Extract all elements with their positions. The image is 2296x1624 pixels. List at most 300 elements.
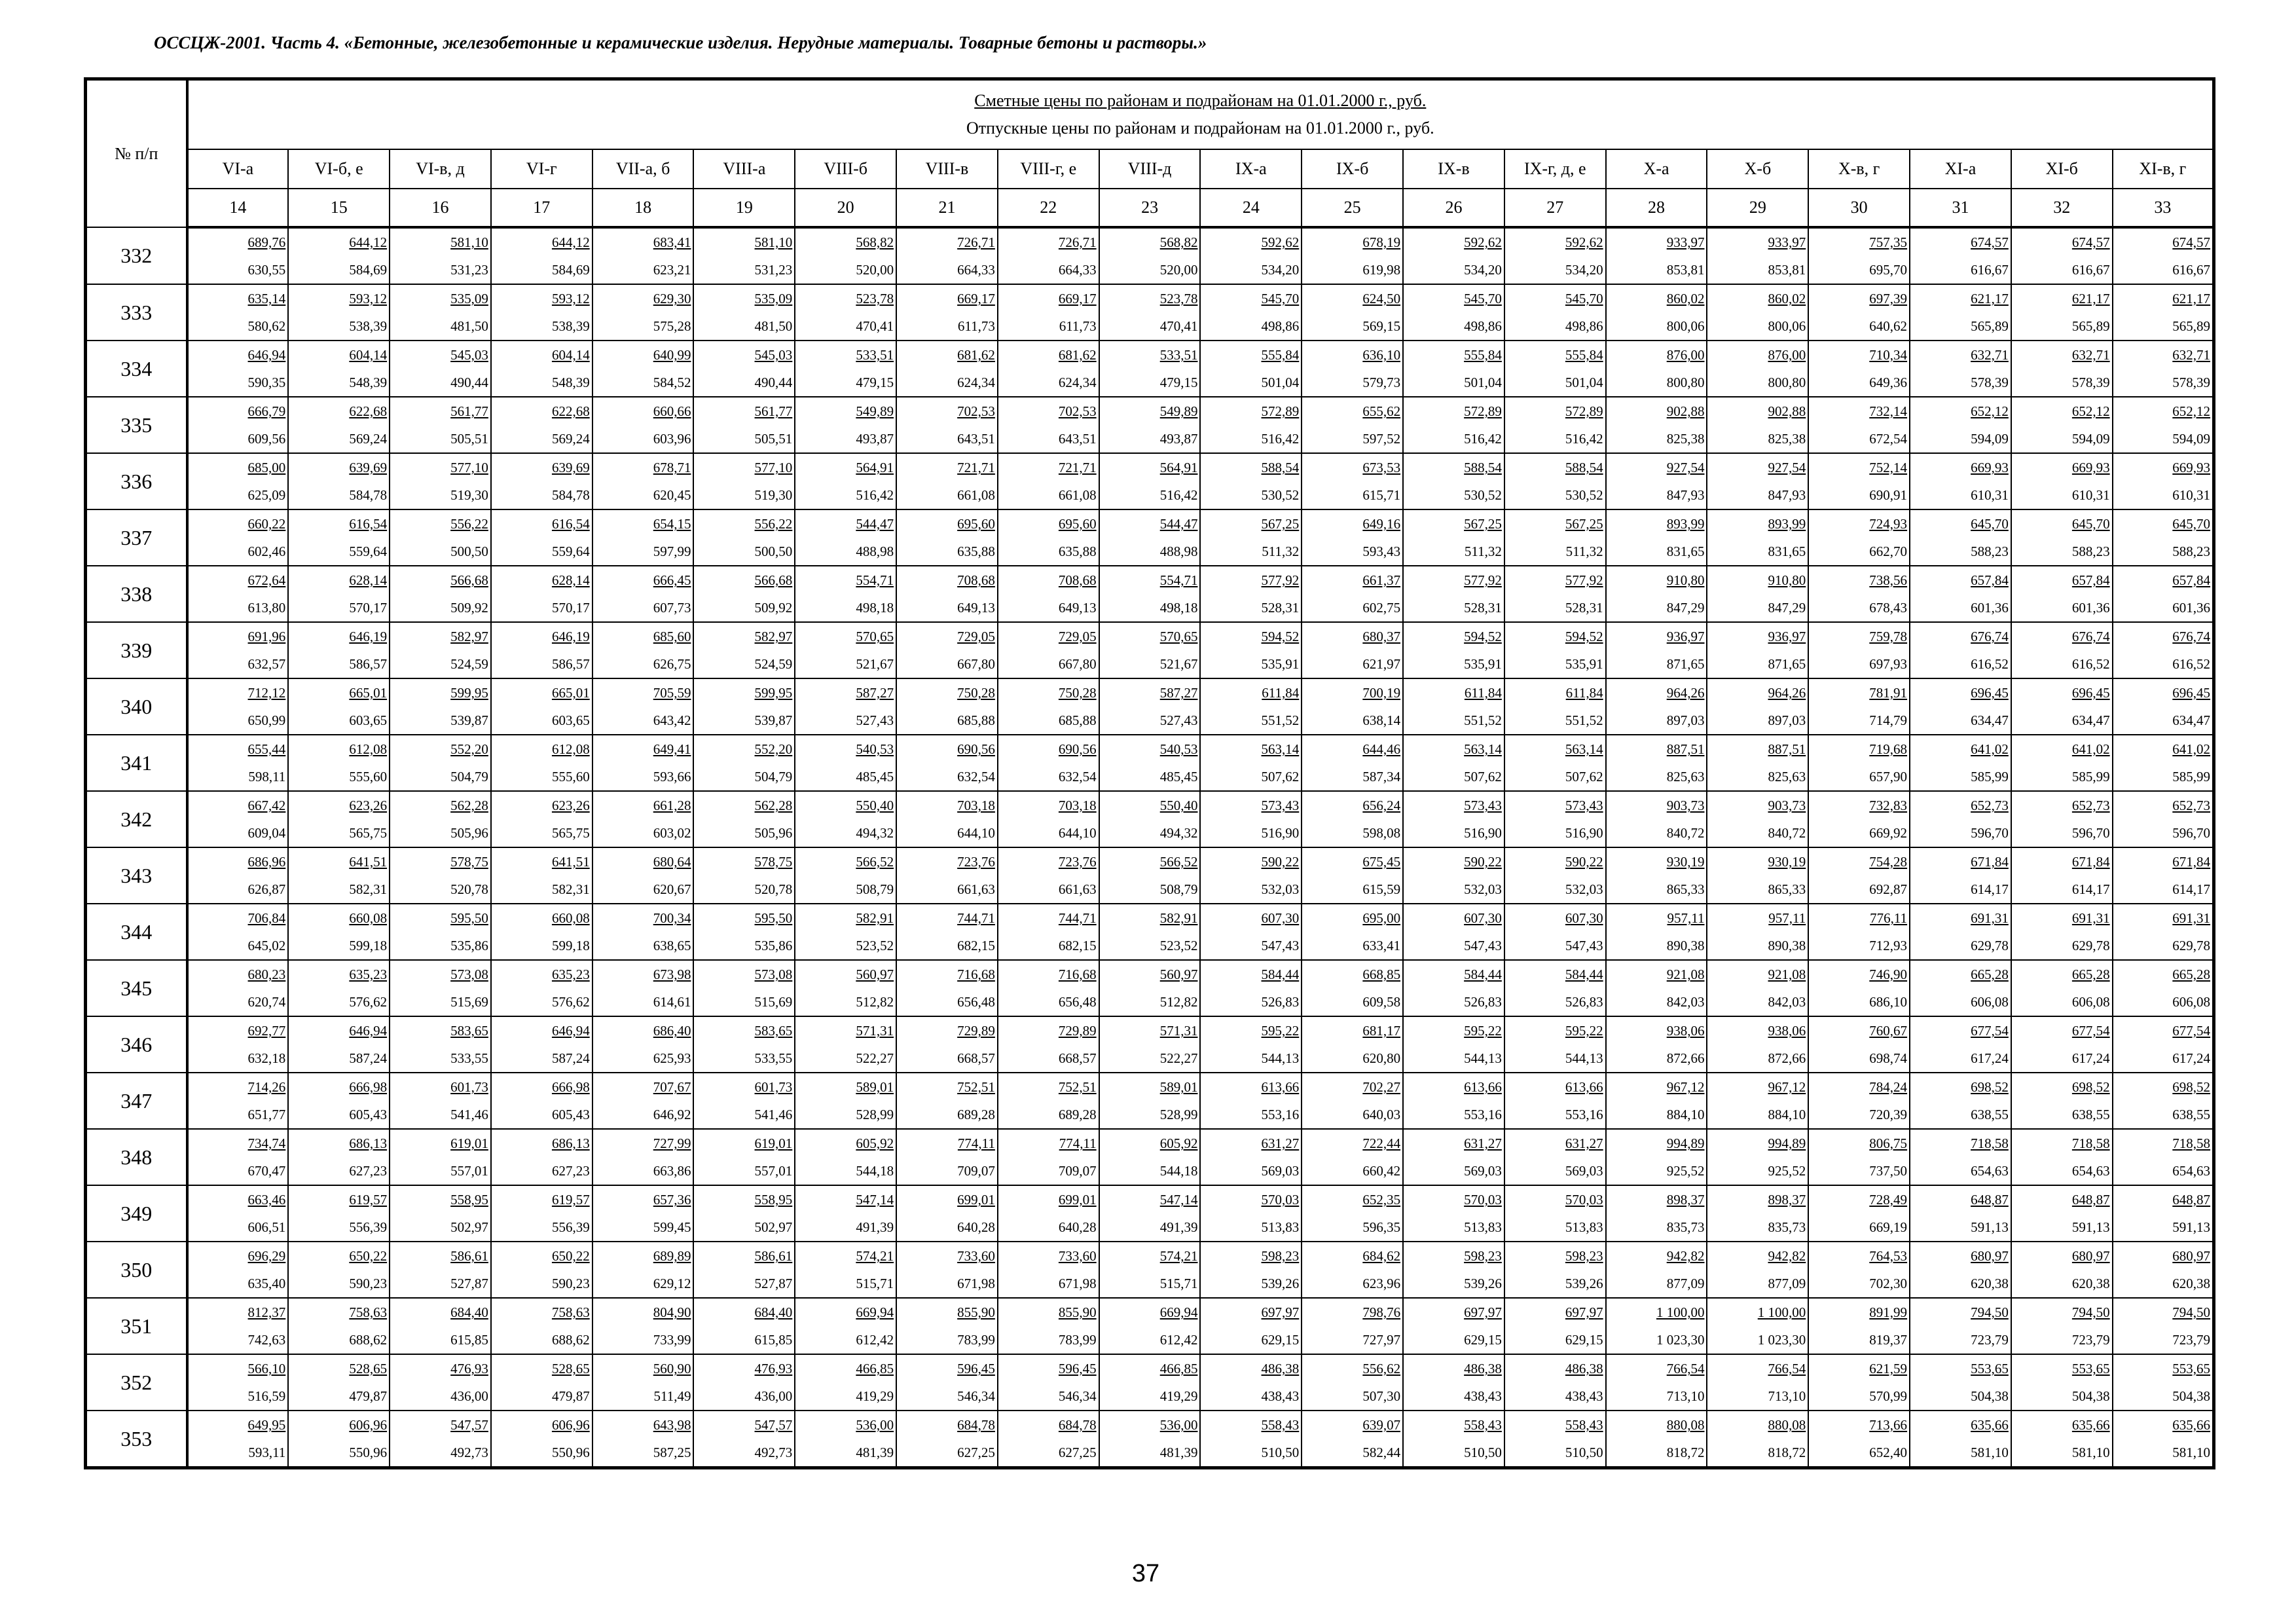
estimated-price: 577,10: [754, 460, 793, 475]
estimated-price: 646,94: [247, 347, 286, 363]
price-cell: [795, 1073, 896, 1129]
release-price: 500,50: [754, 544, 793, 559]
release-price: 502,97: [754, 1219, 793, 1235]
price-cell: [1808, 1354, 1910, 1411]
price-cell: [896, 566, 998, 622]
release-price: 884,10: [1768, 1107, 1806, 1122]
release-price: 546,34: [1058, 1388, 1097, 1404]
price-cell: [1606, 960, 1707, 1016]
price-cell: [896, 1129, 998, 1185]
release-price: 575,28: [653, 318, 691, 334]
price-cell: [1302, 1298, 1403, 1354]
price-cell: [795, 1242, 896, 1298]
price-cell: [491, 1129, 592, 1185]
price-cell: [1707, 1073, 1808, 1129]
page-number: 37: [1131, 1560, 1160, 1587]
table-row: [86, 1016, 2214, 1073]
row-number: 346: [86, 1016, 187, 1073]
estimated-price: 556,22: [754, 516, 793, 532]
release-price: 593,66: [653, 769, 691, 784]
estimated-price: 938,06: [1768, 1023, 1806, 1039]
price-cell: [390, 1242, 491, 1298]
release-price: 528,99: [1159, 1107, 1198, 1122]
release-price: 436,00: [754, 1388, 793, 1404]
release-price: 535,91: [1565, 656, 1603, 672]
release-price: 528,99: [856, 1107, 894, 1122]
release-price: 557,01: [450, 1163, 488, 1179]
release-price: 629,15: [1565, 1332, 1603, 1348]
release-price: 504,38: [2071, 1388, 2110, 1404]
release-price: 661,08: [957, 487, 995, 503]
release-price: 516,42: [1565, 431, 1603, 447]
estimated-price: 552,20: [450, 741, 488, 757]
estimated-price: 631,27: [1261, 1135, 1300, 1151]
column-number: 17: [491, 189, 592, 227]
release-price: 527,87: [450, 1276, 488, 1291]
price-cell: [1910, 1354, 2011, 1411]
estimated-price: 902,88: [1666, 403, 1705, 419]
estimated-price: 933,97: [1666, 234, 1705, 250]
estimated-price: 567,25: [1464, 516, 1502, 532]
estimated-price: 595,50: [754, 910, 793, 926]
price-cell: [187, 509, 289, 566]
estimated-price: 684,78: [957, 1417, 995, 1433]
estimated-price: 636,10: [1362, 347, 1401, 363]
estimated-price: 587,27: [1159, 685, 1198, 701]
price-cell: [998, 1298, 1099, 1354]
estimated-price: 550,40: [856, 798, 894, 813]
price-cell: [1302, 847, 1403, 904]
release-price: 835,73: [1768, 1219, 1806, 1235]
price-cell: [1099, 678, 1201, 735]
estimated-price: 708,68: [1058, 572, 1097, 588]
price-cell: [1302, 227, 1403, 284]
estimated-price: 684,40: [450, 1304, 488, 1320]
release-price: 709,07: [957, 1163, 995, 1179]
estimated-price: 619,01: [450, 1135, 488, 1151]
price-cell: [187, 1411, 289, 1468]
estimated-price: 690,56: [1058, 741, 1097, 757]
release-price: 737,50: [1869, 1163, 1908, 1179]
release-price: 656,48: [957, 994, 995, 1010]
release-price: 559,64: [551, 544, 590, 559]
table-row: [86, 678, 2214, 735]
estimated-price: 652,12: [1971, 403, 2009, 419]
price-cell: [2011, 1016, 2113, 1073]
release-price: 555,60: [551, 769, 590, 784]
price-cell: [187, 1129, 289, 1185]
estimated-price: 605,92: [856, 1135, 894, 1151]
estimated-price: 554,71: [856, 572, 894, 588]
estimated-price: 571,31: [856, 1023, 894, 1039]
price-cell: [2011, 1242, 2113, 1298]
estimated-price: 706,84: [247, 910, 286, 926]
estimated-price: 680,97: [1971, 1248, 2009, 1264]
price-cell: [1200, 1411, 1302, 1468]
estimated-price: 567,25: [1261, 516, 1300, 532]
price-cell: [288, 847, 390, 904]
release-price: 470,41: [856, 318, 894, 334]
release-price: 698,74: [1869, 1050, 1908, 1066]
estimated-price: 893,99: [1768, 516, 1806, 532]
estimated-price: 595,50: [450, 910, 488, 926]
price-cell: [2011, 509, 2113, 566]
estimated-price: 967,12: [1666, 1079, 1705, 1095]
price-cell: [1302, 960, 1403, 1016]
release-price: 516,42: [1261, 431, 1300, 447]
release-price: 629,15: [1464, 1332, 1502, 1348]
price-cell: [795, 1411, 896, 1468]
estimated-price: 750,28: [957, 685, 995, 701]
release-price: 620,80: [1362, 1050, 1401, 1066]
release-price: 602,46: [247, 544, 286, 559]
price-cell: [592, 847, 694, 904]
price-cell: [390, 284, 491, 341]
estimated-price: 566,68: [754, 572, 793, 588]
release-price: 588,23: [2172, 544, 2211, 559]
price-cell: [1099, 1185, 1201, 1242]
estimated-price: 549,89: [1159, 403, 1198, 419]
estimated-price: 684,78: [1058, 1417, 1097, 1433]
release-price: 522,27: [1159, 1050, 1198, 1066]
estimated-price: 621,17: [2071, 291, 2110, 306]
release-price: 800,06: [1666, 318, 1705, 334]
estimated-price: 692,77: [247, 1023, 286, 1039]
release-price: 509,92: [754, 600, 793, 616]
estimated-price: 671,84: [2172, 854, 2211, 870]
release-price: 578,39: [2071, 375, 2110, 390]
release-price: 598,11: [248, 769, 286, 784]
price-cell: [2011, 453, 2113, 509]
release-price: 614,17: [2071, 881, 2110, 897]
release-price: 723,79: [2172, 1332, 2211, 1348]
release-price: 544,13: [1261, 1050, 1300, 1066]
release-price: 485,45: [1159, 769, 1198, 784]
price-cell: [187, 1016, 289, 1073]
estimated-price: 663,46: [247, 1192, 286, 1208]
estimated-price: 613,66: [1565, 1079, 1603, 1095]
price-cell: [1606, 341, 1707, 397]
estimated-price: 668,85: [1362, 967, 1401, 982]
release-price: 643,42: [653, 712, 691, 728]
release-price: 533,55: [754, 1050, 793, 1066]
release-price: 494,32: [856, 825, 894, 841]
release-price: 586,57: [551, 656, 590, 672]
release-price: 436,00: [450, 1388, 488, 1404]
price-cell: [1808, 566, 1910, 622]
release-price: 633,41: [1362, 938, 1401, 953]
release-price: 847,93: [1666, 487, 1705, 503]
estimated-price: 595,22: [1565, 1023, 1603, 1039]
release-price: 847,29: [1768, 600, 1806, 616]
price-cell: [1707, 453, 1808, 509]
price-cell: [1504, 1354, 1606, 1411]
price-cell: [998, 847, 1099, 904]
release-price: 587,24: [349, 1050, 388, 1066]
release-price: 640,28: [957, 1219, 995, 1235]
release-price: 521,67: [1159, 656, 1198, 672]
estimated-price: 635,23: [349, 967, 388, 982]
release-price: 547,43: [1565, 938, 1603, 953]
row-number: 336: [86, 453, 187, 509]
estimated-price: 648,87: [2172, 1192, 2211, 1208]
estimated-price: 593,12: [551, 291, 590, 306]
release-price: 576,62: [551, 994, 590, 1010]
estimated-price: 716,68: [1058, 967, 1097, 982]
estimated-price: 652,73: [2071, 798, 2110, 813]
price-cell: [187, 1354, 289, 1411]
table-row: [86, 453, 2214, 509]
release-price: 531,23: [450, 262, 488, 278]
release-price: 635,88: [957, 544, 995, 559]
estimated-price: 654,15: [653, 516, 691, 532]
estimated-price: 547,14: [856, 1192, 894, 1208]
price-cell: [592, 1411, 694, 1468]
estimated-price: 596,45: [1058, 1361, 1097, 1376]
estimated-price: 646,94: [349, 1023, 388, 1039]
release-price: 610,31: [2172, 487, 2211, 503]
estimated-price: 674,57: [1971, 234, 2009, 250]
estimated-price: 669,94: [856, 1304, 894, 1320]
price-cell: [288, 1129, 390, 1185]
release-price: 650,99: [247, 712, 286, 728]
column-number: 23: [1099, 189, 1201, 227]
estimated-price: 744,71: [957, 910, 995, 926]
price-cell: [693, 1354, 795, 1411]
price-cell: [288, 1242, 390, 1298]
release-price: 640,28: [1058, 1219, 1097, 1235]
estimated-price: 652,12: [2172, 403, 2211, 419]
release-price: 570,99: [1869, 1388, 1908, 1404]
price-cell: [1200, 566, 1302, 622]
price-cell: [1707, 566, 1808, 622]
estimated-price: 639,07: [1362, 1417, 1401, 1433]
estimated-price: 533,51: [1159, 347, 1198, 363]
estimated-price: 784,24: [1869, 1079, 1908, 1095]
release-price: 513,83: [1261, 1219, 1300, 1235]
price-cell: [1504, 1129, 1606, 1185]
estimated-price: 560,90: [653, 1361, 691, 1376]
estimated-price: 584,44: [1565, 967, 1603, 982]
release-price: 547,43: [1464, 938, 1502, 953]
release-price: 610,31: [2071, 487, 2110, 503]
estimated-price: 729,89: [1058, 1023, 1097, 1039]
estimated-price: 540,53: [1159, 741, 1198, 757]
estimated-price: 645,70: [2071, 516, 2110, 532]
estimated-price: 994,89: [1666, 1135, 1705, 1151]
estimated-price: 632,71: [2071, 347, 2110, 363]
price-cell: [693, 566, 795, 622]
release-price: 586,57: [349, 656, 388, 672]
release-price: 742,63: [247, 1332, 286, 1348]
release-price: 632,54: [1058, 769, 1097, 784]
price-cell: [896, 1411, 998, 1468]
price-cell: [592, 678, 694, 735]
release-price: 617,24: [1971, 1050, 2009, 1066]
release-price: 624,34: [1058, 375, 1097, 390]
region-header: IX-а: [1200, 149, 1302, 189]
price-cell: [491, 1073, 592, 1129]
estimated-price: 876,00: [1666, 347, 1705, 363]
estimated-price: 553,65: [2071, 1361, 2110, 1376]
price-cell: [2011, 847, 2113, 904]
estimated-price: 794,50: [2071, 1304, 2110, 1320]
estimated-price: 942,82: [1666, 1248, 1705, 1264]
column-number: 19: [693, 189, 795, 227]
estimated-price: 759,78: [1869, 629, 1908, 644]
estimated-price: 581,10: [754, 234, 793, 250]
release-price: 492,73: [754, 1445, 793, 1460]
region-header: IX-в: [1403, 149, 1504, 189]
estimated-price: 570,03: [1565, 1192, 1603, 1208]
price-cell: [390, 735, 491, 791]
price-cell: [795, 847, 896, 904]
price-cell: [187, 847, 289, 904]
estimated-price: 607,30: [1565, 910, 1603, 926]
estimated-price: 632,71: [1971, 347, 2009, 363]
price-cell: [1200, 1016, 1302, 1073]
estimated-price: 570,03: [1464, 1192, 1502, 1208]
release-price: 515,71: [856, 1276, 894, 1291]
release-price: 897,03: [1666, 712, 1705, 728]
price-cell: [1099, 1411, 1201, 1468]
price-cell: [2113, 1298, 2214, 1354]
price-cell: [896, 1298, 998, 1354]
release-price: 504,79: [754, 769, 793, 784]
price-cell: [1707, 622, 1808, 678]
estimated-price: 590,22: [1261, 854, 1300, 870]
estimated-price: 712,12: [247, 685, 286, 701]
estimated-price: 702,27: [1362, 1079, 1401, 1095]
release-price: 553,16: [1464, 1107, 1502, 1122]
estimated-price: 732,83: [1869, 798, 1908, 813]
price-cell: [1403, 791, 1504, 847]
price-cell: [1403, 1354, 1504, 1411]
release-price: 570,17: [551, 600, 590, 616]
price-cell: [390, 1129, 491, 1185]
release-price: 493,87: [856, 431, 894, 447]
estimated-price: 563,14: [1464, 741, 1502, 757]
price-cell: [1200, 960, 1302, 1016]
release-price: 606,51: [247, 1219, 286, 1235]
price-cell: [1808, 227, 1910, 284]
estimated-price: 639,69: [349, 460, 388, 475]
region-header: X-б: [1707, 149, 1808, 189]
release-price: 511,32: [1464, 544, 1502, 559]
price-cell: [998, 397, 1099, 453]
price-cell: [592, 566, 694, 622]
release-price: 819,37: [1869, 1332, 1908, 1348]
estimated-price: 689,76: [247, 234, 286, 250]
price-cell: [1504, 227, 1606, 284]
estimated-price: 727,99: [653, 1135, 691, 1151]
estimated-price: 650,22: [551, 1248, 590, 1264]
estimated-price: 644,46: [1362, 741, 1401, 757]
estimated-price: 570,03: [1261, 1192, 1300, 1208]
release-price: 511,32: [1565, 544, 1603, 559]
estimated-price: 523,78: [856, 291, 894, 306]
price-cell: [1302, 509, 1403, 566]
row-number: 348: [86, 1129, 187, 1185]
price-cell: [795, 284, 896, 341]
release-price: 596,35: [1362, 1219, 1401, 1235]
release-price: 594,09: [1971, 431, 2009, 447]
estimated-price: 641,02: [2071, 741, 2110, 757]
release-price: 541,46: [754, 1107, 793, 1122]
estimated-price: 564,91: [1159, 460, 1198, 475]
estimated-price: 716,68: [957, 967, 995, 982]
release-price: 516,59: [247, 1388, 286, 1404]
release-price: 534,20: [1565, 262, 1603, 278]
price-cell: [1606, 284, 1707, 341]
release-price: 501,04: [1565, 375, 1603, 390]
price-cell: [1403, 341, 1504, 397]
region-header: VIII-д: [1099, 149, 1201, 189]
table-row: [86, 341, 2214, 397]
release-price: 629,12: [653, 1276, 691, 1291]
release-price: 551,52: [1565, 712, 1603, 728]
release-price: 842,03: [1666, 994, 1705, 1010]
release-price: 712,93: [1869, 938, 1908, 953]
release-price: 516,42: [856, 487, 894, 503]
price-cell: [1504, 453, 1606, 509]
estimated-price: 669,94: [1159, 1304, 1198, 1320]
release-price: 606,08: [2071, 994, 2110, 1010]
release-price: 494,32: [1159, 825, 1198, 841]
estimated-price: 649,16: [1362, 516, 1401, 532]
release-price: 508,79: [856, 881, 894, 897]
release-price: 638,55: [2172, 1107, 2211, 1122]
price-cell: [592, 1298, 694, 1354]
row-number: 340: [86, 678, 187, 735]
estimated-price: 589,01: [856, 1079, 894, 1095]
price-cell: [1808, 509, 1910, 566]
estimated-price: 635,66: [2172, 1417, 2211, 1433]
release-price: 551,52: [1464, 712, 1502, 728]
estimated-price: 695,60: [957, 516, 995, 532]
release-price: 505,96: [754, 825, 793, 841]
estimated-price: 689,89: [653, 1248, 691, 1264]
price-cell: [998, 1242, 1099, 1298]
estimated-price: 680,37: [1362, 629, 1401, 644]
estimated-price: 624,50: [1362, 291, 1401, 306]
price-cell: [1099, 227, 1201, 284]
region-header: IX-г, д, е: [1504, 149, 1606, 189]
price-cell: [896, 960, 998, 1016]
release-price: 853,81: [1768, 262, 1806, 278]
price-cell: [1808, 622, 1910, 678]
table-row: [86, 1298, 2214, 1354]
release-price: 547,43: [1261, 938, 1300, 953]
estimated-price: 752,14: [1869, 460, 1908, 475]
price-cell: [288, 509, 390, 566]
price-cell: [592, 622, 694, 678]
estimated-price: 486,38: [1565, 1361, 1603, 1376]
release-price: 516,90: [1464, 825, 1502, 841]
estimated-price: 665,28: [2071, 967, 2110, 982]
estimated-price: 676,74: [2071, 629, 2110, 644]
release-price: 584,78: [551, 487, 590, 503]
release-price: 624,34: [957, 375, 995, 390]
release-price: 582,44: [1362, 1445, 1401, 1460]
estimated-price: 672,64: [247, 572, 286, 588]
estimated-price: 921,08: [1666, 967, 1705, 982]
estimated-price: 744,71: [1058, 910, 1097, 926]
price-cell: [693, 509, 795, 566]
estimated-price: 577,92: [1261, 572, 1300, 588]
release-price: 663,86: [653, 1163, 691, 1179]
price-cell: [2011, 678, 2113, 735]
